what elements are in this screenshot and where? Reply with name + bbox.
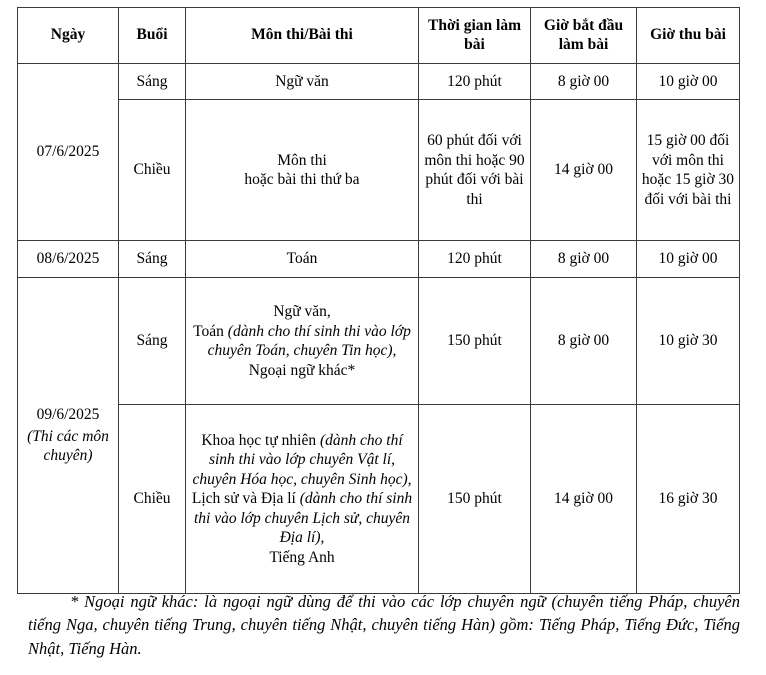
subject-line-italic: (dành cho thí sinh thi vào lớp chuyên Vật lí, chuyên Hóa học, chuyên Sinh học), (192, 431, 412, 488)
table-header-row (18, 8, 740, 64)
table-row (18, 100, 740, 241)
cell-collect-chieu-3: 16 giờ 30 (637, 405, 740, 594)
cell-start-sang-1: 8 giờ 00 (531, 64, 637, 100)
cell-date-08-06 (18, 241, 119, 278)
cell-subject-sang-3 (186, 278, 419, 405)
column-header-start-time: Giờ bắt đầu làm bài (531, 8, 637, 64)
cell-subject-sang-2: Toán (186, 241, 419, 278)
subject-line-italic: (dành cho thí sinh thi vào lớp chuyên Toán, chuyên Tin học), (207, 322, 411, 360)
date-value: 09/6/2025 (36, 406, 100, 424)
subject-line-plain: Lịch sử và Địa lí (191, 490, 300, 508)
table-row (18, 241, 740, 278)
cell-start-chieu-1: 14 giờ 00 (531, 100, 637, 241)
cell-collect-chieu-1: 15 giờ 00 đối với môn thi hoặc 15 giờ 30 đối với bài thi (637, 100, 740, 241)
column-header-date: Ngày (18, 8, 119, 64)
cell-collect-sang-3: 10 giờ 30 (637, 278, 740, 405)
exam-schedule-table (17, 7, 740, 594)
subject-line: Tiếng Anh (269, 548, 335, 566)
subject-line: Ngữ văn, (273, 303, 331, 321)
cell-collect-sang-1: 10 giờ 00 (637, 64, 740, 100)
subject-line: hoặc bài thi thứ ba (244, 171, 360, 189)
table-row (18, 64, 740, 100)
cell-session-sang-2: Sáng (119, 241, 186, 278)
subject-line: Môn thi (277, 151, 327, 169)
cell-duration-chieu-3: 150 phút (419, 405, 531, 594)
cell-subject-chieu-3 (186, 405, 419, 594)
cell-duration-sang-3: 150 phút (419, 278, 531, 405)
cell-collect-sang-2: 10 giờ 00 (637, 241, 740, 278)
cell-duration-sang-1: 120 phút (419, 64, 531, 100)
date-note: (Thi các môn chuyên) (27, 427, 109, 465)
table-row (18, 278, 740, 405)
subject-line-plain: Khoa học tự nhiên (201, 431, 320, 449)
subject-line-italic: (dành cho thí sinh thi vào lớp chuyên Lịch sử, chuyên Địa lí), (193, 490, 413, 547)
cell-session-chieu-1: Chiều (119, 100, 186, 241)
cell-subject-sang-1: Ngữ văn (186, 64, 419, 100)
column-header-session: Buổi (119, 8, 186, 64)
column-header-duration: Thời gian làm bài (419, 8, 531, 64)
cell-duration-sang-2: 120 phút (419, 241, 531, 278)
cell-session-sang-1: Sáng (119, 64, 186, 100)
cell-start-sang-3: 8 giờ 00 (531, 278, 637, 405)
cell-session-chieu-3: Chiều (119, 405, 186, 594)
footnote-text: * Ngoại ngữ khác: là ngoại ngữ dùng để thi vào các lớp chuyên ngữ (chuyên tiếng Pháp, chuyên tiếng Nga, chuyên tiếng Trung, chuyên tiếng Nhật, chuyên tiếng Hàn) gồm: Tiếng Pháp, Tiếng Đức, Tiếng Nhật, Tiếng Hàn. (28, 592, 740, 658)
cell-subject-chieu-1 (186, 100, 419, 241)
cell-session-sang-3: Sáng (119, 278, 186, 405)
subject-line: Ngoại ngữ khác* (248, 361, 356, 379)
subject-line-plain: Toán (193, 322, 228, 340)
cell-duration-chieu-1: 60 phút đối với môn thi hoặc 90 phút đối với bài thi (419, 100, 531, 241)
date-value: 07/6/2025 (36, 143, 100, 161)
table-header (18, 8, 740, 64)
cell-start-sang-2: 8 giờ 00 (531, 241, 637, 278)
column-header-subject: Môn thi/Bài thi (186, 8, 419, 64)
cell-start-chieu-3: 14 giờ 00 (531, 405, 637, 594)
table-row (18, 405, 740, 594)
cell-date-07-06 (18, 64, 119, 241)
date-value: 08/6/2025 (36, 250, 100, 268)
table-body (18, 64, 740, 594)
column-header-collect-time: Giờ thu bài (637, 8, 740, 64)
cell-date-09-06 (18, 278, 119, 594)
